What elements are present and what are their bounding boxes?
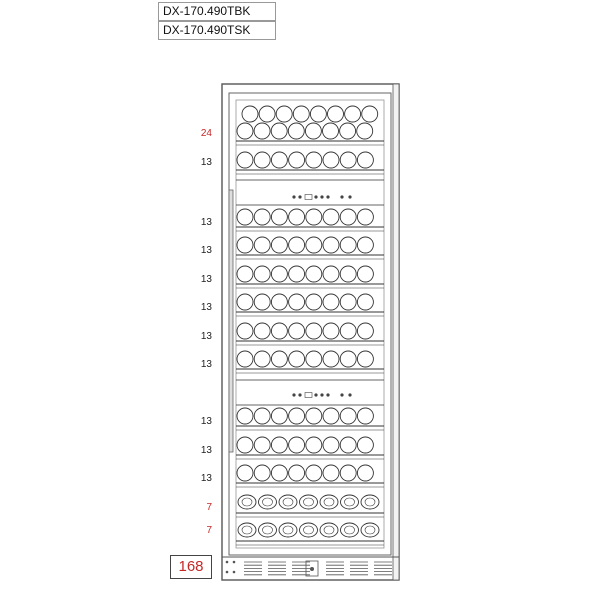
bottle [323, 465, 339, 481]
bottle [357, 323, 373, 339]
display-bottle [341, 523, 359, 537]
bottle [271, 351, 287, 367]
shelf-count-9: 13 [200, 416, 212, 427]
bottle [237, 209, 253, 225]
display-bottle [361, 495, 379, 509]
bottle [254, 437, 270, 453]
bottle [357, 237, 373, 253]
control-button [314, 195, 317, 198]
bottle [289, 152, 305, 168]
bottle [254, 351, 270, 367]
bottle [271, 408, 287, 424]
screw [233, 561, 236, 564]
bottle [254, 323, 270, 339]
bottle [310, 106, 326, 122]
display-bottle [238, 523, 256, 537]
bottle [289, 408, 305, 424]
ventilation-base [222, 557, 399, 576]
bottle [357, 465, 373, 481]
bottle [271, 266, 287, 282]
bottle [259, 106, 275, 122]
temperature-display [305, 393, 312, 398]
bottle [340, 437, 356, 453]
bottle [254, 266, 270, 282]
display-bottle [300, 495, 318, 509]
bottle [237, 237, 253, 253]
shelf-count-10: 13 [200, 445, 212, 456]
screw [226, 561, 229, 564]
shelf-count-2: 13 [200, 157, 212, 168]
bottle [289, 294, 305, 310]
door-handle [229, 190, 233, 452]
bottle [271, 323, 287, 339]
bottle [271, 152, 287, 168]
bottle [237, 294, 253, 310]
door-hinge-bar [393, 84, 399, 580]
shelf-count-4: 13 [200, 245, 212, 256]
bottle [323, 209, 339, 225]
bottle [340, 152, 356, 168]
control-button [326, 195, 329, 198]
bottle [340, 123, 356, 139]
bottle [328, 106, 344, 122]
bottle [254, 408, 270, 424]
display-bottle [279, 523, 297, 537]
bottle [323, 266, 339, 282]
control-button [326, 393, 329, 396]
bottle [271, 437, 287, 453]
control-button [320, 195, 323, 198]
bottle [306, 323, 322, 339]
bottle [254, 237, 270, 253]
control-button [340, 195, 343, 198]
display-bottle [320, 495, 338, 509]
display-bottle [259, 523, 277, 537]
screw [226, 571, 229, 574]
control-button [348, 195, 351, 198]
control-button [340, 393, 343, 396]
shelf-count-7: 13 [200, 331, 212, 342]
shelf-count-1: 24 [200, 128, 212, 139]
bottle [254, 465, 270, 481]
bottle [306, 465, 322, 481]
shelf-count-5: 13 [200, 274, 212, 285]
temperature-display [305, 195, 312, 200]
control-button [348, 393, 351, 396]
bottle [357, 123, 373, 139]
bottle [306, 351, 322, 367]
model-label-tsk: DX-170.490TSK [158, 21, 276, 40]
power-switch-dot [310, 567, 314, 571]
bottle [323, 323, 339, 339]
bottle [340, 237, 356, 253]
bottle [357, 266, 373, 282]
display-bottle [259, 495, 277, 509]
control-button [314, 393, 317, 396]
bottle [254, 152, 270, 168]
bottle [237, 437, 253, 453]
bottle [323, 437, 339, 453]
bottle [357, 294, 373, 310]
display-bottle [238, 495, 256, 509]
bottle [289, 437, 305, 453]
bottle [306, 437, 322, 453]
bottle [289, 465, 305, 481]
bottle [242, 106, 258, 122]
bottle [323, 237, 339, 253]
model-label-tbk: DX-170.490TBK [158, 2, 276, 21]
shelf-count-6: 13 [200, 302, 212, 313]
bottle [306, 152, 322, 168]
bottle [271, 465, 287, 481]
bottle [306, 209, 322, 225]
bottle [357, 152, 373, 168]
bottle [254, 294, 270, 310]
bottle [323, 123, 339, 139]
bottle [289, 323, 305, 339]
bottle [237, 408, 253, 424]
bottle [289, 351, 305, 367]
bottle [271, 123, 287, 139]
bottle [357, 437, 373, 453]
bottle [340, 351, 356, 367]
screw [233, 571, 236, 574]
bottle [276, 106, 292, 122]
bottle [323, 152, 339, 168]
shelf-count-13: 7 [206, 525, 212, 536]
bottle [345, 106, 361, 122]
bottle [237, 123, 253, 139]
bottle [289, 266, 305, 282]
bottle [306, 294, 322, 310]
shelf-count-11: 13 [200, 473, 212, 484]
bottle [340, 266, 356, 282]
bottle [293, 106, 309, 122]
control-button [298, 393, 301, 396]
bottle [271, 209, 287, 225]
bottle [340, 323, 356, 339]
bottle [237, 152, 253, 168]
display-bottle [300, 523, 318, 537]
bottle [340, 294, 356, 310]
display-bottle [320, 523, 338, 537]
shelf-count-8: 13 [200, 359, 212, 370]
bottle [271, 294, 287, 310]
bottle [357, 408, 373, 424]
display-bottle [341, 495, 359, 509]
bottle [362, 106, 378, 122]
control-button [298, 195, 301, 198]
bottle [323, 408, 339, 424]
bottle [340, 465, 356, 481]
total-bottle-count: 168 [170, 555, 212, 579]
bottle [323, 351, 339, 367]
bottle [289, 237, 305, 253]
bottle [357, 209, 373, 225]
control-button [292, 195, 295, 198]
bottle [288, 123, 304, 139]
display-bottle [361, 523, 379, 537]
control-button [292, 393, 295, 396]
bottle [340, 209, 356, 225]
bottle [306, 237, 322, 253]
bottle [289, 209, 305, 225]
shelf-count-12: 7 [206, 502, 212, 513]
bottle [237, 323, 253, 339]
bottle [254, 209, 270, 225]
control-button [320, 393, 323, 396]
bottle [323, 294, 339, 310]
bottle [254, 123, 270, 139]
display-bottle [279, 495, 297, 509]
bottle [306, 408, 322, 424]
bottle [237, 351, 253, 367]
shelf-count-3: 13 [200, 217, 212, 228]
bottle [305, 123, 321, 139]
bottle [271, 237, 287, 253]
bottle [340, 408, 356, 424]
bottle [237, 465, 253, 481]
bottle [357, 351, 373, 367]
bottle [237, 266, 253, 282]
bottle [306, 266, 322, 282]
